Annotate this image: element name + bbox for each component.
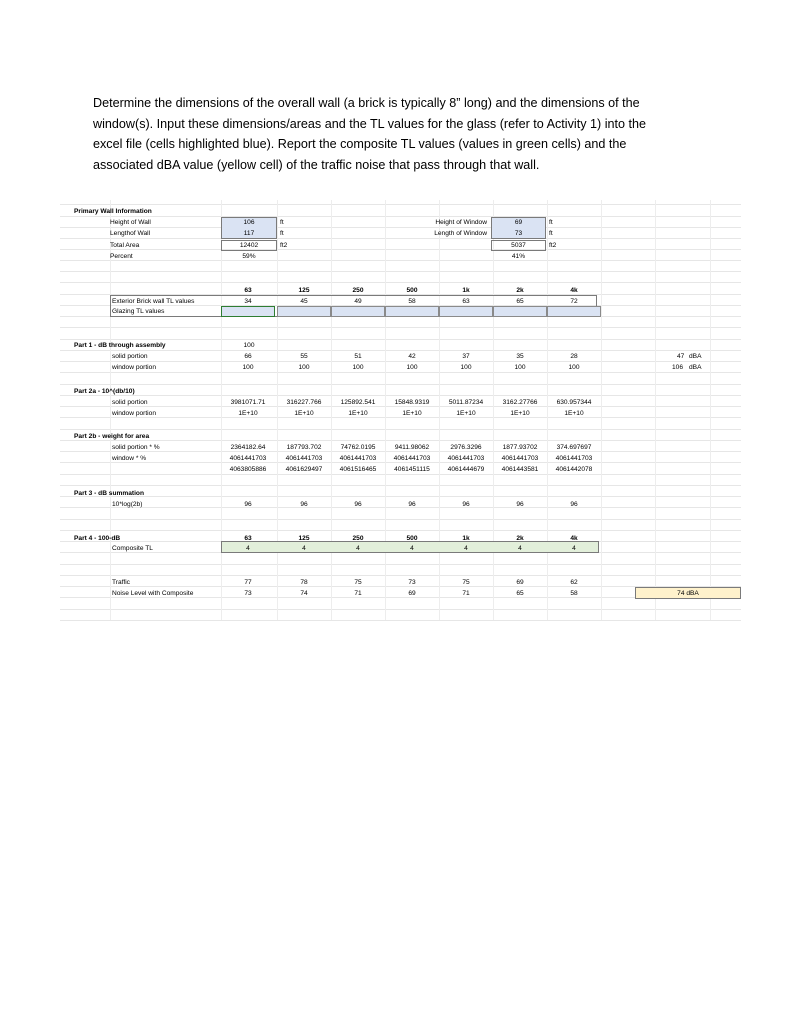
part2a-window-label: window portion	[112, 410, 156, 417]
dba-unit: dBA	[689, 353, 702, 360]
gridline	[60, 609, 741, 610]
unit: ft	[280, 230, 284, 237]
part2a-window-value: 1E+10	[456, 410, 476, 417]
part2b-solid-value: 1877.93702	[502, 444, 538, 451]
glazing-tl-input[interactable]	[493, 306, 547, 317]
traffic-value: 62	[570, 579, 578, 586]
glazing-tl-input[interactable]	[277, 306, 331, 317]
part2a-window-value: 1E+10	[564, 410, 584, 417]
window-length-value[interactable]: 73	[514, 230, 523, 237]
gridline	[655, 200, 656, 620]
part2b-sum-value: 4061444679	[447, 466, 485, 473]
gridline	[710, 200, 711, 620]
part2a-title: Part 2a - 10^(db/10)	[74, 388, 135, 395]
gridline	[60, 227, 741, 228]
part2b-solid-value: 374.697697	[556, 444, 592, 451]
part2a-solid-value: 3162.27766	[502, 399, 538, 406]
noise-level-value: 71	[354, 590, 362, 597]
window-area-value: 5037	[511, 242, 526, 249]
part2a-solid-value: 5011.87234	[448, 399, 484, 406]
part2b-solid-value: 9411.98062	[394, 444, 430, 451]
glazing-tl-input[interactable]	[331, 306, 385, 317]
part1-window-value: 100	[568, 364, 580, 371]
part2a-solid-value: 15848.9319	[394, 399, 430, 406]
gridline	[601, 200, 602, 620]
part3-value: 96	[300, 501, 308, 508]
gridline	[60, 361, 741, 362]
part2b-sum-value: 4063805886	[229, 466, 267, 473]
noise-level-value: 69	[408, 590, 416, 597]
part1-solid-value: 51	[354, 353, 362, 360]
freq-header: 500	[406, 535, 418, 542]
dba-window-value: 106	[672, 364, 684, 371]
gridline	[60, 327, 741, 328]
part1-solid-value: 35	[516, 353, 524, 360]
part2b-solid-value: 2364182.64	[230, 444, 266, 451]
area-label: Total Area	[110, 242, 140, 249]
freq-header: 2k	[516, 535, 524, 542]
freq-header: 250	[352, 535, 364, 542]
noise-level-value: 73	[244, 590, 252, 597]
part3-value: 96	[408, 501, 416, 508]
glazing-tl-input[interactable]	[385, 306, 439, 317]
noise-level-value: 65	[516, 590, 524, 597]
wall-percent-value: 59%	[242, 253, 256, 260]
part2b-sum-value: 4061451115	[394, 466, 430, 473]
part2b-solid-value: 187793.702	[286, 444, 322, 451]
part3-value: 96	[516, 501, 524, 508]
freq-header: 1k	[462, 535, 470, 542]
gridline	[60, 260, 741, 261]
gridline	[60, 530, 741, 531]
brick-tl-value: 63	[462, 298, 470, 305]
brick-tl-value: 45	[300, 298, 308, 305]
part1-window-value: 100	[352, 364, 364, 371]
part1-top-value: 100	[243, 342, 255, 349]
part1-title: Part 1 - dB through assembly	[74, 342, 166, 349]
window-percent-value: 41%	[511, 253, 526, 260]
glazing-tl-input[interactable]	[221, 306, 275, 317]
gridline	[60, 282, 741, 283]
gridline	[60, 339, 741, 340]
part1-solid-label: solid portion	[112, 353, 148, 360]
part2b-window-value: 4061441703	[555, 455, 593, 462]
part2b-window-value: 4061441703	[285, 455, 323, 462]
glazing-tl-input[interactable]	[439, 306, 493, 317]
instruction-line: associated dBA value (yellow cell) of the traffic noise that pass through that wall.	[93, 157, 540, 172]
gridline	[60, 216, 741, 217]
part2a-window-value: 1E+10	[510, 410, 530, 417]
part2a-window-value: 1E+10	[238, 410, 258, 417]
gridline	[110, 200, 111, 620]
wall-area-value: 12402	[239, 242, 259, 249]
part2b-window-value: 4061441703	[501, 455, 539, 462]
part3-value: 96	[244, 501, 252, 508]
freq-header: 2k	[516, 287, 524, 294]
unit: ft	[280, 219, 284, 226]
gridline	[60, 474, 741, 475]
gridline	[60, 496, 741, 497]
gridline	[60, 440, 741, 441]
part1-solid-value: 42	[408, 353, 416, 360]
part1-window-value: 100	[242, 364, 254, 371]
instructions	[93, 93, 693, 175]
part3-title: Part 3 - dB summation	[74, 490, 144, 497]
noise-level-value: 71	[462, 590, 470, 597]
gridline	[60, 564, 741, 565]
unit: ft	[549, 219, 553, 226]
part1-window-value: 100	[460, 364, 472, 371]
gridline	[60, 350, 741, 351]
part2b-window-value: 4061441703	[229, 455, 267, 462]
freq-header: 4k	[570, 287, 578, 294]
composite-tl-value: 4	[518, 545, 522, 552]
window-length-label: Length of Window	[434, 230, 487, 237]
gridline	[60, 485, 741, 486]
traffic-value: 75	[354, 579, 362, 586]
part2b-solid-label: solid portion * %	[112, 444, 160, 451]
composite-tl-value: 4	[246, 545, 250, 552]
composite-tl-value: 4	[356, 545, 360, 552]
gridline	[60, 429, 741, 430]
wall-height-value[interactable]: 106	[243, 219, 255, 226]
part1-window-value: 100	[298, 364, 310, 371]
result-dba-value: 74 dBA	[677, 590, 699, 597]
gridline	[60, 238, 741, 239]
gridline	[60, 271, 741, 272]
wall-length-value[interactable]: 117	[243, 230, 255, 237]
part1-solid-value: 55	[300, 353, 308, 360]
part2b-solid-value: 74762.0195	[340, 444, 376, 451]
instruction-line: excel file (cells highlighted blue). Report the composite TL values (values in green cells) and the	[93, 137, 627, 152]
freq-header: 63	[244, 287, 252, 294]
unit: ft2	[549, 242, 557, 249]
traffic-value: 75	[462, 579, 470, 586]
part2b-sum-value: 4061443581	[501, 466, 539, 473]
brick-tl-value: 58	[408, 298, 416, 305]
traffic-value: 77	[244, 579, 252, 586]
part2b-window-label: window * %	[112, 455, 147, 462]
glazing-tl-input[interactable]	[547, 306, 601, 317]
height-label: Height of Wall	[110, 219, 151, 226]
part1-window-value: 100	[514, 364, 526, 371]
brick-tl-value: 65	[516, 298, 524, 305]
part2a-window-value: 1E+10	[294, 410, 314, 417]
length-label: Lengthof Wall	[110, 230, 151, 237]
freq-header: 63	[244, 535, 252, 542]
gridline	[60, 575, 741, 576]
part2b-window-value: 4061441703	[339, 455, 377, 462]
noise-level-value: 58	[570, 590, 578, 597]
noise-level-label: Noise Level with Composite	[112, 590, 194, 597]
part2a-solid-value: 125892.541	[340, 399, 376, 406]
part3-value: 96	[462, 501, 470, 508]
part2b-sum-value: 4061629497	[285, 466, 323, 473]
part3-value: 96	[570, 501, 578, 508]
traffic-value: 78	[300, 579, 308, 586]
brick-tl-value: 72	[570, 298, 578, 305]
composite-tl-value: 4	[410, 545, 414, 552]
part2a-window-value: 1E+10	[402, 410, 422, 417]
part4-title: Part 4 - 100-dB	[74, 535, 121, 542]
part2b-window-value: 4061441703	[447, 455, 485, 462]
gridline	[60, 204, 741, 205]
brick-tl-label: Exterior Brick wall TL values	[112, 298, 195, 305]
freq-header: 500	[406, 287, 418, 294]
dba-unit: dBA	[689, 364, 702, 371]
gridline	[60, 519, 741, 520]
part1-window-value: 100	[406, 364, 418, 371]
gridline	[60, 249, 741, 250]
freq-header: 1k	[462, 287, 470, 294]
part3-label: 10*log(2b)	[112, 501, 143, 508]
part2a-solid-label: solid portion	[112, 399, 148, 406]
composite-tl-value: 4	[464, 545, 468, 552]
part2a-solid-value: 630.957344	[556, 399, 592, 406]
composite-tl-value: 4	[302, 545, 306, 552]
instruction-line: Determine the dimensions of the overall wall (a brick is typically 8” long) and the dimensions of the	[93, 96, 640, 110]
freq-header: 125	[298, 535, 310, 542]
gridline	[60, 395, 741, 396]
part2b-title: Part 2b - weight for area	[74, 433, 150, 440]
gridline	[60, 620, 741, 621]
noise-level-value: 74	[300, 590, 308, 597]
part2b-sum-value: 4061516465	[339, 466, 377, 473]
part1-solid-value: 37	[462, 353, 470, 360]
dba-solid-value: 47	[677, 353, 685, 360]
part2b-sum-value: 4061442078	[555, 466, 593, 473]
part2b-window-value: 4061441703	[393, 455, 431, 462]
window-height-label: Height of Window	[435, 219, 487, 226]
part2a-solid-value: 3981071.71	[230, 399, 266, 406]
part1-solid-value: 66	[244, 353, 252, 360]
instruction-line: window(s). Input these dimensions/areas and the TL values for the glass (refer to Activity 1) into the	[93, 116, 647, 131]
composite-tl-label: Composite TL	[112, 545, 153, 552]
part1-window-label: window portion	[112, 364, 156, 371]
part3-value: 96	[354, 501, 362, 508]
unit: ft	[549, 230, 553, 237]
part1-solid-value: 28	[570, 353, 578, 360]
primary-title: Primary Wall Information	[74, 208, 152, 215]
brick-tl-value: 34	[244, 298, 252, 305]
traffic-value: 69	[516, 579, 524, 586]
glazing-tl-label: Glazing TL values	[112, 308, 165, 315]
gridline	[60, 372, 741, 373]
traffic-value: 73	[408, 579, 416, 586]
gridline	[60, 384, 741, 385]
freq-header: 250	[352, 287, 364, 294]
brick-tl-value: 49	[354, 298, 362, 305]
part2a-solid-value: 316227.766	[286, 399, 322, 406]
window-height-value[interactable]: 69	[514, 219, 523, 226]
part2a-window-value: 1E+10	[348, 410, 368, 417]
composite-tl-value: 4	[572, 545, 576, 552]
unit: ft2	[280, 242, 288, 249]
part2b-solid-value: 2976.3296	[450, 444, 482, 451]
percent-label: Percent	[110, 253, 133, 260]
spreadsheet	[60, 200, 741, 620]
freq-header: 125	[298, 287, 310, 294]
traffic-label: Traffic	[112, 579, 130, 586]
freq-header: 4k	[570, 535, 578, 542]
